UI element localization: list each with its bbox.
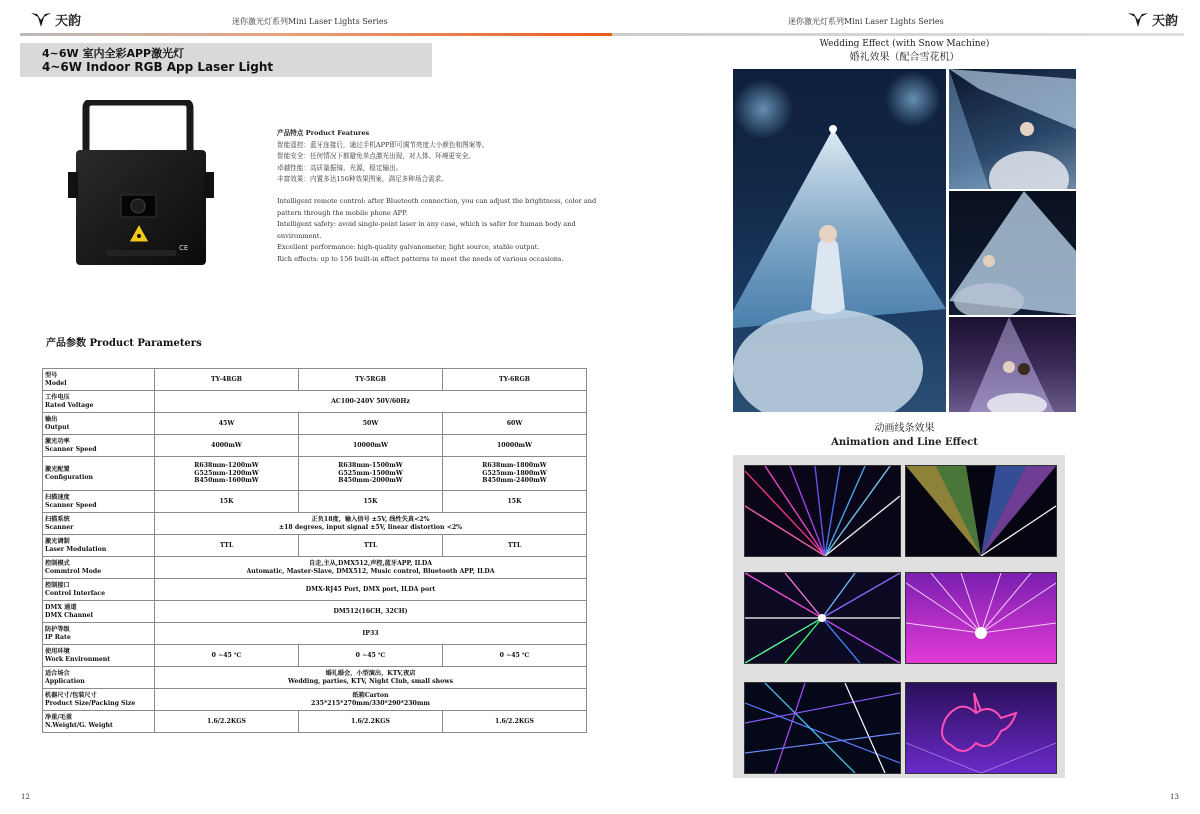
parameters-table [42, 368, 587, 733]
param-label-zh: 机器尺寸/包装尺寸 [45, 691, 97, 699]
param-label-en: Rated Voltage [45, 401, 94, 409]
param-label [43, 491, 155, 513]
param-label-en: Application [45, 677, 85, 685]
param-value: 1.6/2.2KGS [155, 711, 299, 733]
header-series-right: 迷你激光灯系列Mini Laser Lights Series [788, 17, 944, 26]
param-label [43, 535, 155, 557]
param-label-en: Output [45, 423, 70, 431]
parameters-table-wrap [42, 368, 587, 733]
wedding-photo-main [733, 69, 946, 412]
param-row [43, 535, 587, 557]
wedding-photo-bottom-right [949, 317, 1076, 412]
param-label [43, 579, 155, 601]
param-label [43, 689, 155, 711]
animation-caption-en: Animation and Line Effect [831, 437, 978, 448]
feature-en-4: environment. [277, 231, 322, 240]
param-label [43, 557, 155, 579]
param-value: DM512(16CH, 32CH) [155, 601, 587, 623]
feature-en-2: pattern through the mobile phone APP. [277, 208, 408, 217]
wedding-photo-top-right [949, 69, 1076, 189]
product-title-en: 4~6W Indoor RGB App Laser Light [42, 60, 274, 74]
wedding-caption-zh: 婚礼效果（配合雪花机） [849, 52, 960, 63]
param-value: TTL [299, 535, 443, 557]
param-label [43, 435, 155, 457]
param-value: 15K [299, 491, 443, 513]
param-label-en: Scanner Speed [45, 501, 97, 509]
param-label-en: Product Size/Packing Size [45, 699, 136, 707]
param-label-zh: 扫描系统 [45, 515, 70, 523]
product-features [277, 128, 597, 266]
param-row [43, 413, 587, 435]
param-label-zh: 激光调制 [45, 537, 70, 545]
brand-mark-icon [30, 11, 52, 29]
param-value: R638mm-1500mW G525mm-1500mW B450mm-2000mW [299, 457, 443, 491]
parameters-heading: 产品参数 Product Parameters [46, 338, 202, 349]
features-heading: 产品特点 Product Features [277, 129, 370, 137]
param-label-zh: 工作电压 [45, 393, 70, 401]
param-label-en: Configuration [45, 473, 93, 481]
param-row [43, 645, 587, 667]
param-value: 15K [443, 491, 587, 513]
param-row [43, 513, 587, 535]
laser-effect-4 [905, 572, 1057, 664]
param-label [43, 457, 155, 491]
brand-mark-icon [1127, 11, 1149, 29]
param-label-zh: 型号 [45, 371, 58, 379]
param-value: 4000mW [155, 435, 299, 457]
header-divider-left [20, 33, 612, 36]
param-row [43, 711, 587, 733]
param-row [43, 491, 587, 513]
param-label-zh: 激光配置 [45, 465, 70, 473]
param-value: 婚礼婚会，小型演出，KTV,夜店 Wedding, parties, KTV, Night Club, small shows [155, 667, 587, 689]
laser-effect-5 [744, 682, 901, 774]
param-label [43, 711, 155, 733]
param-row [43, 391, 587, 413]
wedding-caption-en: Wedding Effect (with Snow Machine) [819, 39, 990, 49]
param-row [43, 689, 587, 711]
param-value: DMX-RJ45 Port, DMX port, ILDA port [155, 579, 587, 601]
param-value: TY-4RGB [155, 369, 299, 391]
param-label [43, 601, 155, 623]
param-label-en: N.Weight/G. Weight [45, 721, 113, 729]
param-label-zh: DMX 通道 [45, 603, 77, 611]
param-row [43, 557, 587, 579]
param-label-zh: 控制模式 [45, 559, 70, 567]
product-title-zh: 4~6W 室内全彩APP激光灯 [42, 47, 185, 60]
animation-caption [733, 422, 1076, 450]
param-label-zh: 防护等级 [45, 625, 70, 633]
param-row [43, 667, 587, 689]
product-image [66, 100, 216, 275]
param-value: 15K [155, 491, 299, 513]
param-label-en: Control Interface [45, 589, 106, 597]
feature-zh-1: 智能遥控：蓝牙连接后，通过手机APP即可调节亮度大小颜色和图案等。 [277, 140, 489, 149]
param-value: TTL [443, 535, 587, 557]
param-value: 0 ~45 ℃ [443, 645, 587, 667]
param-label-zh: 使用环境 [45, 647, 70, 655]
param-value: TY-6RGB [443, 369, 587, 391]
param-value: 1.6/2.2KGS [299, 711, 443, 733]
param-label-en: Work Environment [45, 655, 111, 663]
param-label-zh: 扫描速度 [45, 493, 70, 501]
product-title-box [20, 43, 432, 77]
feature-en-1: Intelligent remote control: after Bluetooth connection, you can adjust the brightness, color and [277, 196, 597, 205]
param-label-en: Laser Modulation [45, 545, 107, 553]
param-label-zh: 激光功率 [45, 437, 70, 445]
param-label-en: Model [45, 379, 67, 387]
param-label [43, 623, 155, 645]
brand-logo-right [1127, 10, 1178, 29]
param-value: 0 ~45 ℃ [155, 645, 299, 667]
param-value: TY-5RGB [299, 369, 443, 391]
param-label-zh: 输出 [45, 415, 58, 423]
param-row [43, 435, 587, 457]
param-row [43, 457, 587, 491]
param-value: 0 ~45 ℃ [299, 645, 443, 667]
laser-effect-1 [744, 465, 901, 557]
param-value: R638mm-1800mW G525mm-1800mW B450mm-2400mW [443, 457, 587, 491]
wedding-caption [733, 37, 1076, 65]
feature-en-6: Rich effects: up to 156 built-in effect patterns to meet the needs of various occasions. [277, 254, 564, 263]
feature-zh-3: 卓越性能：高质量振镜、光源，稳定输出。 [277, 163, 403, 172]
laser-effect-6 [905, 682, 1057, 774]
param-label-zh: 适合场合 [45, 669, 70, 677]
param-value: 45W [155, 413, 299, 435]
brand-logo-text: 天韵 [1152, 14, 1179, 29]
page-number-left: 12 [21, 793, 30, 801]
feature-en-5: Excellent performance: high-quality galvanometer, light source, stable output. [277, 243, 540, 252]
ce-mark: CE [179, 244, 189, 252]
param-label [43, 391, 155, 413]
param-label-en: Scanner [45, 523, 74, 531]
param-label [43, 645, 155, 667]
param-label [43, 369, 155, 391]
param-label-en: Scanner Speed [45, 445, 97, 453]
param-value: TTL [155, 535, 299, 557]
param-label-en: IP Rate [45, 633, 71, 641]
param-label-en: Commtrol Mode [45, 567, 102, 575]
param-value: 50W [299, 413, 443, 435]
laser-effect-2 [905, 465, 1057, 557]
param-label [43, 513, 155, 535]
param-value: 10000mW [443, 435, 587, 457]
page-number-right: 13 [1170, 793, 1179, 801]
animation-caption-zh: 动画线条效果 [874, 423, 935, 434]
param-value: 1.6/2.2KGS [443, 711, 587, 733]
param-label [43, 413, 155, 435]
laser-effect-3 [744, 572, 901, 664]
param-value: 10000mW [299, 435, 443, 457]
param-value: 自走,主从,DMX512,声控,蓝牙APP, ILDA Automatic, Master-Slave, DMX512, Music control, Bluetooth APP, ILDA [155, 557, 587, 579]
param-row [43, 579, 587, 601]
param-value: AC100-240V 50V/60Hz [155, 391, 587, 413]
param-label-en: DMX Channel [45, 611, 93, 619]
header-series-left: 迷你激光灯系列Mini Laser Lights Series [232, 17, 388, 26]
feature-en-3: Intelligent safety: avoid single-point laser in any case, which is safer for human body and [277, 220, 576, 229]
param-value: 正负18度，输入信号 ±5V, 线性失真<2% ±18 degrees, input signal ±5V, linear distortion <2% [155, 513, 587, 535]
brand-logo-text: 天韵 [55, 14, 82, 29]
header-divider-right [612, 33, 1184, 36]
param-row [43, 369, 587, 391]
wedding-photo-mid-right [949, 191, 1076, 315]
param-value: R638mm-1200mW G525mm-1200mW B450mm-1600mW [155, 457, 299, 491]
param-value: 纸箱Carton 235*215*270mm/330*290*230mm [155, 689, 587, 711]
param-value: 60W [443, 413, 587, 435]
param-value: IP33 [155, 623, 587, 645]
param-label [43, 667, 155, 689]
feature-zh-4: 丰富效果：内置多达156种效果图案，满足多种场合需求。 [277, 175, 448, 184]
feature-zh-2: 智能安全：任何情况下都避免单点激光出现，对人体、环境更安全。 [277, 152, 475, 161]
param-row [43, 601, 587, 623]
param-row [43, 623, 587, 645]
brand-logo-left [30, 10, 81, 29]
param-label-zh: 净重/毛重 [45, 713, 73, 721]
param-label-zh: 控制接口 [45, 581, 70, 589]
